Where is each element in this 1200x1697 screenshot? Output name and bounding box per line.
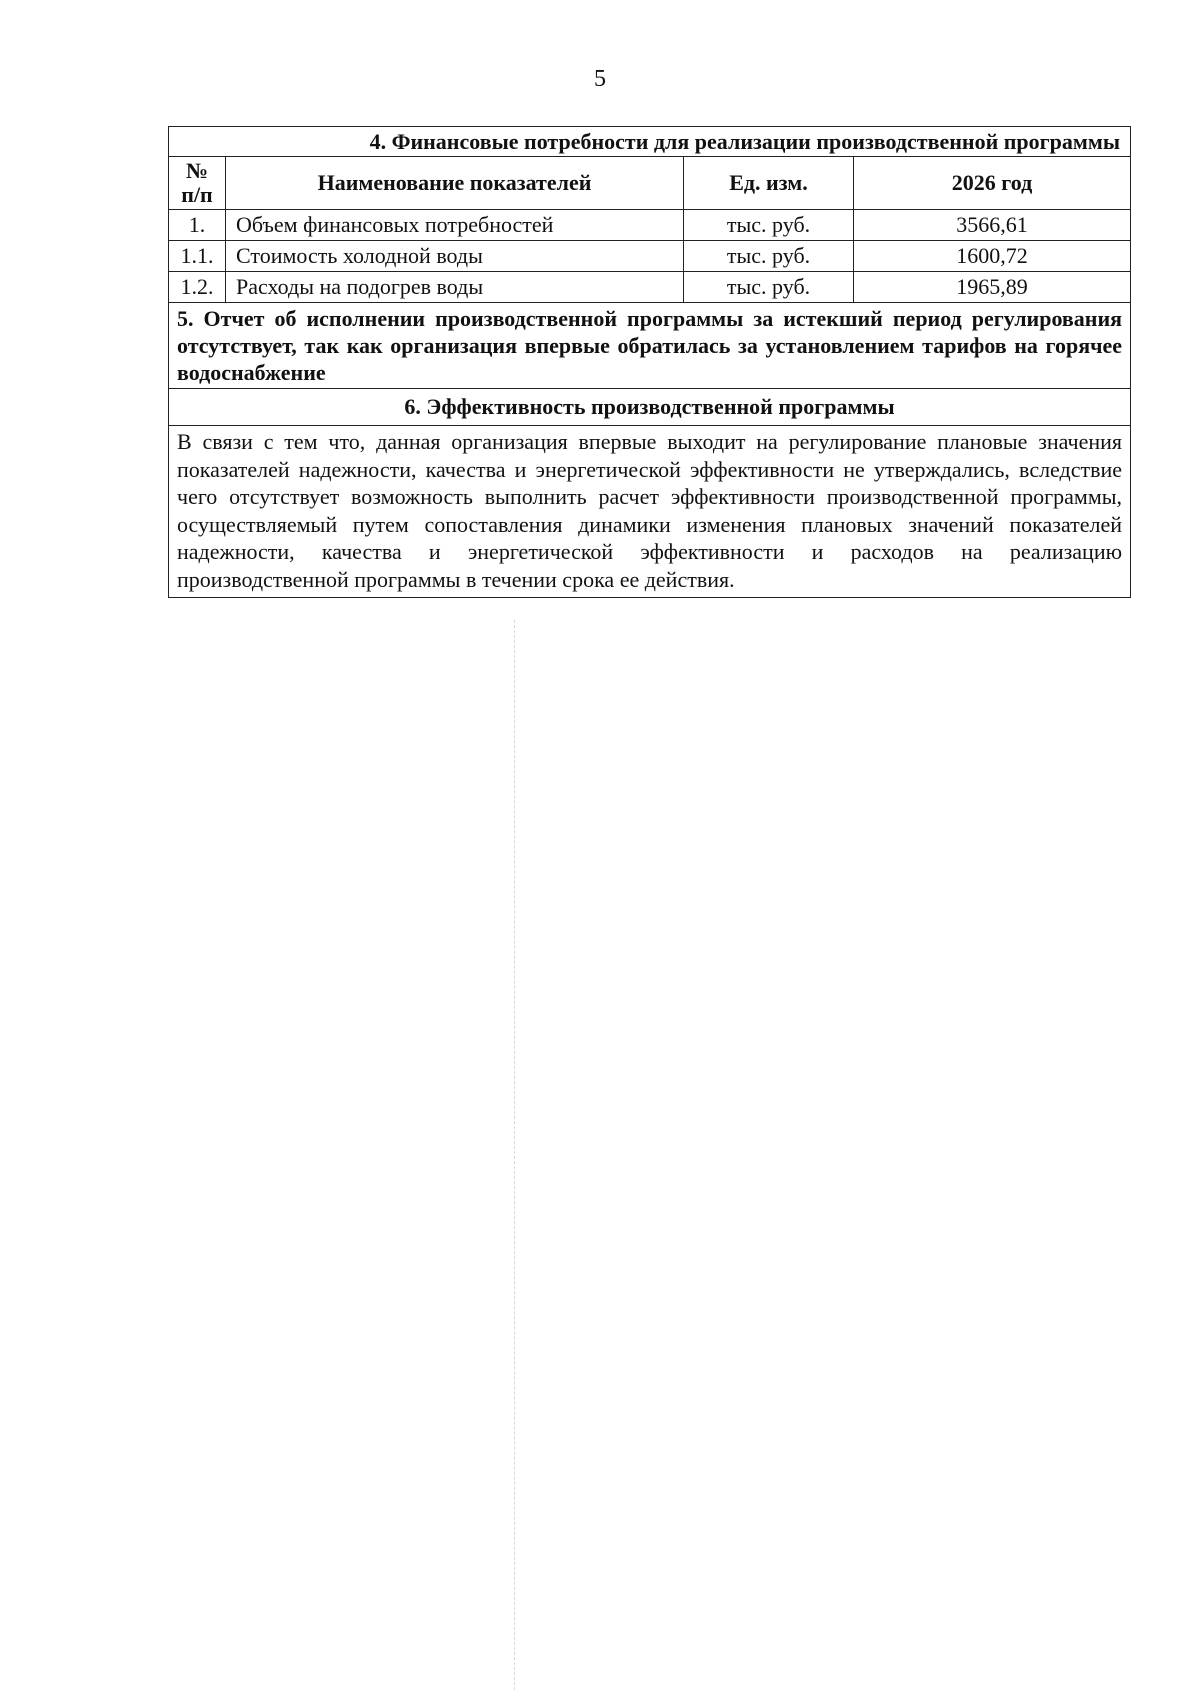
row-num: 1.2. (169, 272, 226, 303)
row-name: Объем финансовых потребностей (226, 210, 684, 241)
section6-title-row (169, 389, 1131, 426)
table-row (169, 241, 1131, 272)
section5-report-text: 5. Отчет об исполнении производственной программы за истекший период регулирования отсутствует, так как организация впервые обратилась за установлением тарифов на горячее водоснабжение (169, 303, 1131, 389)
row-value: 1600,72 (854, 241, 1131, 272)
row-num: 1.1. (169, 241, 226, 272)
table-header-row (169, 157, 1131, 210)
section4-title-row (169, 127, 1131, 157)
row-value: 1965,89 (854, 272, 1131, 303)
row-value: 3566,61 (854, 210, 1131, 241)
row-num: 1. (169, 210, 226, 241)
row-unit: тыс. руб. (684, 272, 854, 303)
section5-row (169, 303, 1131, 389)
row-unit: тыс. руб. (684, 241, 854, 272)
row-name: Стоимость холодной воды (226, 241, 684, 272)
row-unit: тыс. руб. (684, 210, 854, 241)
section4-title: 4. Финансовые потребности для реализации производственной программы (169, 127, 1131, 157)
table-row (169, 272, 1131, 303)
table-row (169, 210, 1131, 241)
section6-body-text: В связи с тем что, данная организация впервые выходит на регулирование плановые значения показателей надежности, качества и энергетической эффективности не утверждались, вследствие чего отсутствует возможность выполнить расчет эффективности производственной программы, осуществляемый путем сопоставления динамики изменения плановых значений показателей надежности, качества и энергетической эффективности и расходов на реализацию производственной программы в течении срока ее действия. (169, 426, 1131, 598)
scan-artifact-line (514, 620, 515, 1690)
header-unit: Ед. изм. (684, 157, 854, 210)
header-num: № п/п (169, 157, 226, 210)
header-year: 2026 год (854, 157, 1131, 210)
program-table (168, 126, 1131, 598)
section6-title: 6. Эффективность производственной программы (169, 389, 1131, 426)
row-name: Расходы на подогрев воды (226, 272, 684, 303)
page-number: 5 (594, 66, 606, 92)
header-name: Наименование показателей (226, 157, 684, 210)
section6-body-row (169, 426, 1131, 598)
